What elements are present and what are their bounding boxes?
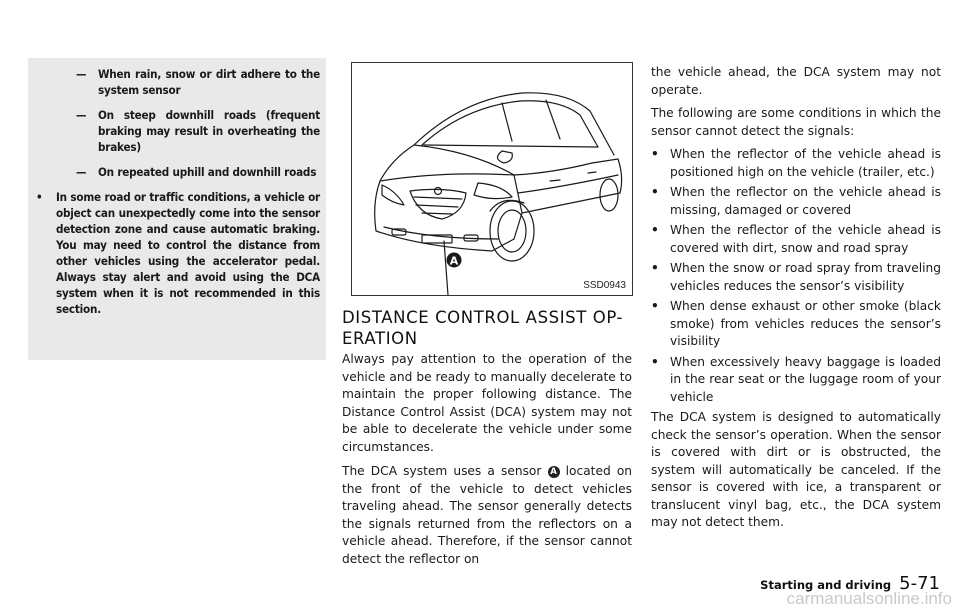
paragraph: Always pay attention to the operation of the vehicle and be ready to manually decelerate to maintain the proper following distance. The Distance Control Assist (DCA) system may not be able to decelerate the vehicle under some circumstances. [342,352,632,454]
callout-label: A [449,254,459,268]
middle-column [342,351,632,575]
sensor-marker: A [548,466,560,478]
warning-text [36,66,320,317]
section-title: DISTANCE CONTROL ASSIST OP-ERATION [342,308,624,348]
warning-dash-item: — On steep downhill roads (frequent braking may result in overheating the brakes) [76,108,320,154]
list-item: • When the snow or road spray from traveling vehicles reduces the sensor’s visibility [651,261,941,293]
paragraph: The following are some conditions in which the sensor cannot detect the signals: [651,106,941,138]
figure-code: SSD0943 [583,280,626,291]
page-number: 5-71 [899,573,940,594]
paragraph: the vehicle ahead, the DCA system may not operate. [651,65,941,97]
list-item: • When the reflector of the vehicle ahead is covered with dirt, snow and road spray [651,223,941,255]
list-item: • When the reflector of the vehicle ahead is positioned high on the vehicle (trailer, etc.) [651,147,941,179]
paragraph: The DCA system uses a sensor A located on the front of the vehicle to detect vehicles traveling ahead. The sensor generally detects the signals returned from the reflectors on a vehicle ahead. Therefore, if the sensor cannot detect the reflector on [342,464,632,566]
list-item: • When excessively heavy baggage is loaded in the rear seat or the luggage room of your vehicle [651,354,941,404]
warning-dash-item: — On repeated uphill and downhill roads [76,165,317,179]
car-figure [351,62,633,296]
paragraph: The DCA system is designed to automatically check the sensor’s operation. When the sensor is covered with dirt or is obstructed, the system will automatically be canceled. If the sensor is covered with ice, a transparent or translucent vinyl bag, etc., the DCA system may not detect them. [651,410,941,529]
warning-dash-item: — When rain, snow or dirt adhere to the system sensor [76,67,320,97]
footer-section: Starting and driving [760,578,892,592]
watermark: carmanualsonline.info [786,589,952,608]
right-column [651,64,941,538]
warning-bullet-item: • In some road or traffic conditions, a vehicle or object can unexpectedly come into the sensor detection zone and cause automatic braking. You may need to control the distance from other vehicles using the accelerator pedal. Always stay alert and avoid using the DCA system when it is not recommended in this section. [36,190,320,316]
list-item: • When dense exhaust or other smoke (black smoke) from vehicles reduces the sensor’s visibility [651,299,941,348]
list-item: • When the reflector on the vehicle ahead is missing, damaged or covered [651,185,941,217]
car-illustration [352,63,632,295]
